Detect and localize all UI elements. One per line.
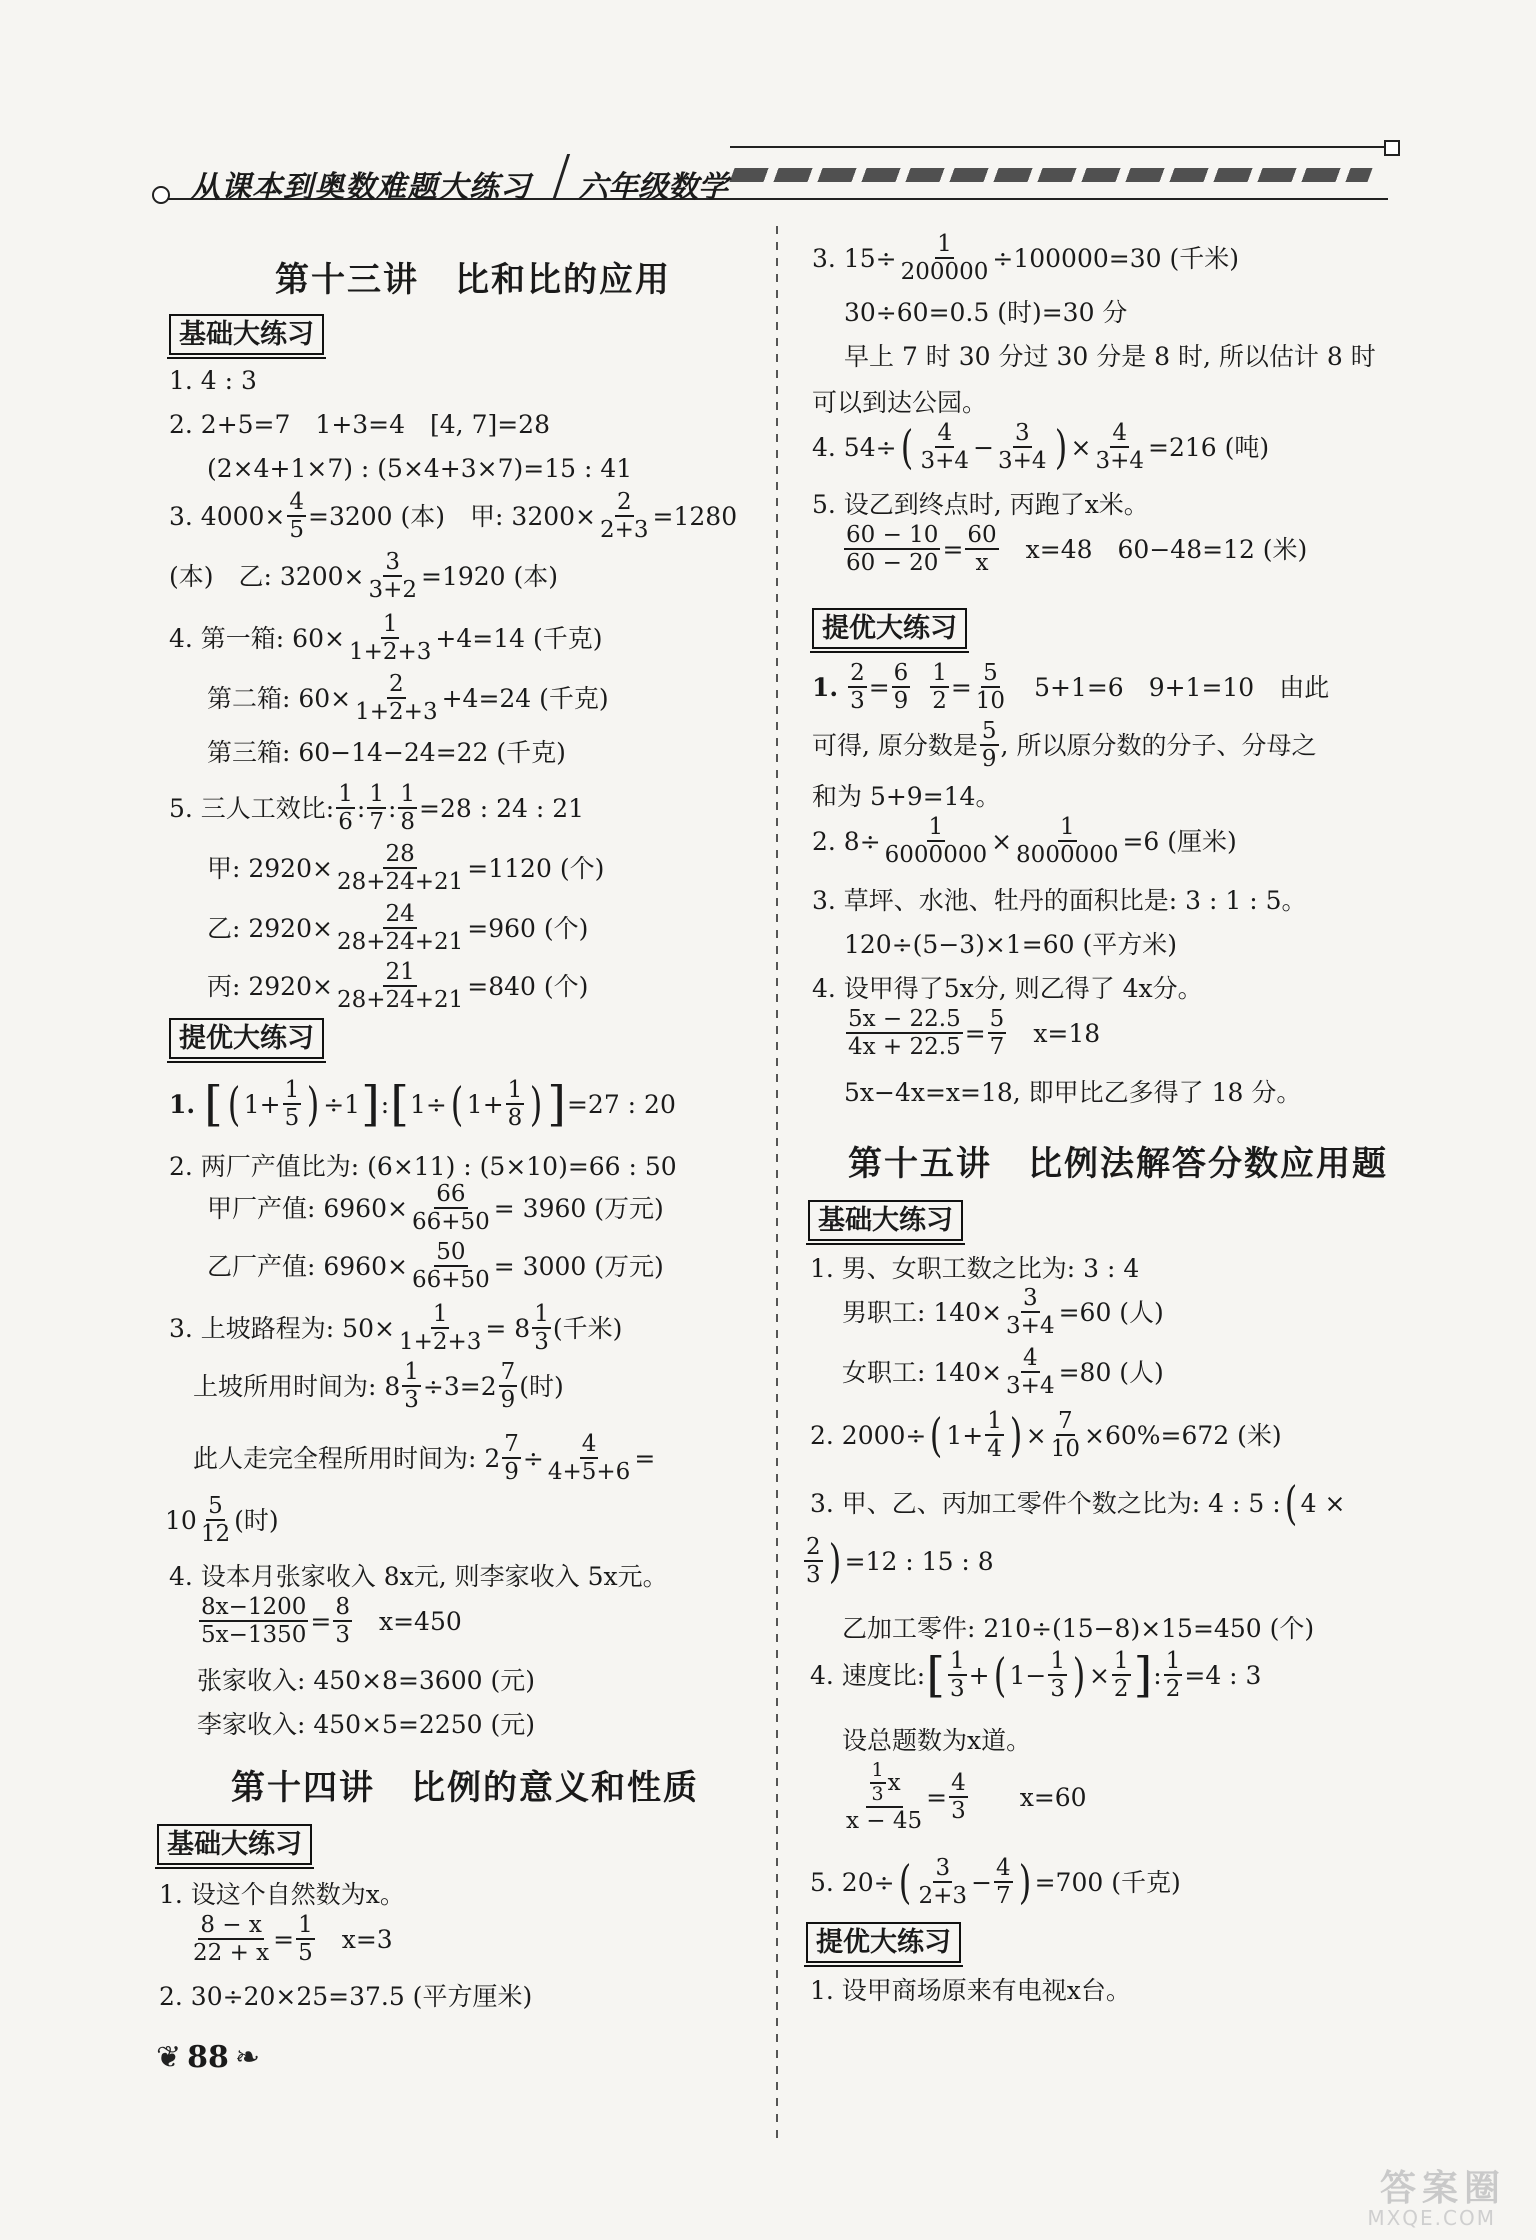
fraction: $\frac{24}{28+24+21}$ bbox=[336, 900, 464, 955]
l15-b4c: 1 3 x x − 45 = $\frac{4}{3}$ x=60 bbox=[846, 1758, 1087, 1834]
l15-a1: 1. 设甲商场原来有电视x台。 bbox=[810, 1976, 1131, 2005]
r-p4c: 5x−4x=x=18, 即甲比乙多得了 18 分。 bbox=[844, 1078, 1302, 1107]
bracket: ] bbox=[547, 1076, 566, 1132]
fraction: $\frac{1}{200000}$ bbox=[900, 230, 989, 285]
l13-a2c: 乙厂产值: 6960× $\frac{50}{66+50}$ = 3000 (万元) bbox=[207, 1238, 664, 1293]
fraction: $\frac{1}{8}$ bbox=[400, 780, 416, 835]
l15-b2: 2. 2000÷ ( 1+ $\frac{1}{4}$ ) × $\frac{7}{10}$ ×60%=672 (米) bbox=[810, 1407, 1282, 1462]
l13-a1: 1. [ ( 1 + $\frac{1}{5}$ ) ÷1 ] : [ 1÷ ( 1 + $\frac{1}{8}$ ) ] =27 : 20 bbox=[169, 1076, 676, 1132]
bracket: ) bbox=[529, 1077, 543, 1131]
r-p4b: $\frac{5x - 22.5}{4x + 22.5}$ = $\frac{5}{7}$ x=18 bbox=[848, 1005, 1101, 1060]
footer-ornament-right-icon: ❧ bbox=[234, 2040, 261, 2075]
r-p2: 2. 8÷ $\frac{1}{6000000}$ × $\frac{1}{8000000}$ =6 (厘米) bbox=[812, 813, 1237, 868]
header-square-ornament bbox=[1384, 140, 1400, 156]
fraction: $\frac{28}{28+24+21}$ bbox=[336, 840, 464, 895]
bracket: ( bbox=[900, 420, 913, 474]
advanced-practice-label: 提优大练习 bbox=[806, 1922, 961, 1963]
l13-b1: 1. 4 : 3 bbox=[169, 366, 257, 395]
basic-practice-label: 基础大练习 bbox=[808, 1200, 963, 1241]
fraction: $\frac{1}{8000000}$ bbox=[1016, 813, 1119, 868]
bracket: ( bbox=[450, 1077, 464, 1131]
fraction: $\frac{1}{2}$ bbox=[1165, 1647, 1181, 1702]
lecture-13-title: 第十三讲 比和比的应用 bbox=[275, 260, 671, 300]
bracket: ] bbox=[1133, 1647, 1153, 1703]
bracket: ( bbox=[227, 1077, 241, 1131]
fraction: $\frac{2}{1+2+3}$ bbox=[355, 670, 438, 725]
fraction: $\frac{7}{9}$ bbox=[504, 1430, 519, 1485]
advanced-practice-label: 提优大练习 bbox=[812, 608, 967, 649]
bracket: ( bbox=[993, 1648, 1006, 1702]
l13-a3a: 3. 上坡路程为: 50× $\frac{1}{1+2+3}$ = 8 1 3 (千米) bbox=[169, 1300, 623, 1355]
fraction: $\frac{1}{2}$ bbox=[1113, 1647, 1129, 1702]
fraction: 2 3 bbox=[806, 1533, 821, 1588]
fraction: $\frac{4}{7}$ bbox=[996, 1854, 1011, 1909]
l15-b1a: 1. 男、女职工数之比为: 3 : 4 bbox=[810, 1254, 1140, 1283]
l13-b5d: 丙: 2920× $\frac{21}{28+24+21}$ =840 (个) bbox=[207, 958, 589, 1013]
l13-b4a: 4. 第一箱: 60× $\frac{1}{1+2+3}$ +4=14 (千克) bbox=[169, 610, 603, 665]
fraction: $\frac{5}{10}$ bbox=[975, 659, 1006, 714]
fraction: 7 9 bbox=[500, 1358, 516, 1413]
l15-b3c: 乙加工零件: 210÷(15−8)×15=450 (个) bbox=[842, 1614, 1315, 1643]
l14-b1b: $\frac{8 - x}{22 + x}$ = $\frac{1}{5}$ x=3 bbox=[193, 1911, 393, 1966]
fraction: $\frac{3}{3+4}$ bbox=[998, 419, 1047, 474]
r-p1c: 和为 5+9=14。 bbox=[812, 782, 1001, 811]
l13-b4b: 第二箱: 60× $\frac{2}{1+2+3}$ +4=24 (千克) bbox=[207, 670, 609, 725]
fraction: $\frac{4}{3+4}$ bbox=[1095, 419, 1145, 474]
header-top-rule bbox=[730, 146, 1388, 148]
lecture-15-title: 第十五讲 比例法解答分数应用题 bbox=[848, 1144, 1388, 1184]
fraction: $\frac{3}{3+2}$ bbox=[368, 548, 417, 603]
r-3b: 30÷60=0.5 (时)=30 分 bbox=[844, 298, 1128, 327]
fraction: $\frac{50}{66+50}$ bbox=[411, 1238, 490, 1293]
fraction: 1 3 x x − 45 bbox=[846, 1758, 923, 1834]
l13-a3b: 上坡所用时间为: 8 $\frac{1}{3}$ ÷3=2 7 9 (时) bbox=[193, 1358, 564, 1413]
l15-b1c: 女职工: 140× $\frac{4}{3+4}$ =80 (人) bbox=[842, 1344, 1164, 1399]
bracket: ( bbox=[898, 1855, 911, 1909]
fraction: 1 3 bbox=[871, 1758, 884, 1805]
r-3d: 可以到达公园。 bbox=[812, 388, 988, 417]
r-5b: $\frac{60 - 10}{60 - 20}$ = $\frac{60}{x}$ x=48 60−48=12 (米) bbox=[846, 521, 1308, 576]
fraction: $\frac{6}{9}$ bbox=[893, 659, 909, 714]
r-p4a: 4. 设甲得了5x分, 则乙得了 4x分。 bbox=[812, 974, 1203, 1003]
watermark-logo: 答案圈 bbox=[1379, 2167, 1506, 2209]
page-footer bbox=[156, 2040, 260, 2075]
grade-subject: 六年级数学 bbox=[578, 170, 728, 205]
l15-b5: 5. 20÷ ( 3 2+3 − $\frac{4}{7}$ ) =700 (千克) bbox=[810, 1854, 1181, 1909]
bracket: [ bbox=[390, 1076, 409, 1132]
l13-b5c: 乙: 2920× $\frac{24}{28+24+21}$ =960 (个) bbox=[207, 900, 589, 955]
fraction: $\frac{8}{3}$ bbox=[335, 1593, 351, 1648]
l13-a3c: 此人走完全程所用时间为: 2 $\frac{7}{9}$ ÷ $\frac{4}{4+5+6}$ = bbox=[193, 1430, 656, 1485]
bracket: ) bbox=[306, 1077, 320, 1131]
bracket: ) bbox=[1009, 1408, 1023, 1462]
fraction: 3 2+3 bbox=[918, 1854, 968, 1909]
r-3a: 3. 15÷ $\frac{1}{200000}$ ÷100000=30 (千米) bbox=[812, 230, 1239, 285]
l14-b1: 1. 设这个自然数为x。 bbox=[159, 1880, 405, 1909]
lecture-14-title: 第十四讲 比例的意义和性质 bbox=[231, 1768, 699, 1808]
fraction: $\frac{2}{2+3}$ bbox=[599, 488, 649, 543]
l13-a2a: 2. 两厂产值比为: (6×11) : (5×10)=66 : 50 bbox=[169, 1152, 677, 1181]
fraction: $\frac{3}{3+4}$ bbox=[1006, 1284, 1055, 1339]
bracket: [ bbox=[204, 1076, 223, 1132]
fraction: 5 9 bbox=[981, 717, 997, 772]
fraction: $\frac{4}{3+4}$ bbox=[1006, 1344, 1055, 1399]
r-3c: 早上 7 时 30 分过 30 分是 8 时, 所以估计 8 时 bbox=[844, 342, 1376, 371]
l13-b4c: 第三箱: 60−14−24=22 (千克) bbox=[207, 738, 566, 767]
fraction: $\frac{21}{28+24+21}$ bbox=[336, 958, 464, 1013]
l15-b4a: 4. 速度比: [ 1 3 + ( 1− $\frac{1}{3}$ ) × $\frac{1}{2}$ ] : $\frac{1}{2}$ =4 : 3 bbox=[810, 1647, 1262, 1703]
bracket: ) bbox=[1072, 1648, 1086, 1702]
fraction: $\frac{1}{6000000}$ bbox=[884, 813, 988, 868]
fraction: $\frac{4}{4+5+6}$ bbox=[547, 1430, 631, 1485]
fraction: $\frac{1}{4}$ bbox=[987, 1407, 1002, 1462]
l13-b3a: 3. 4000× $\frac{4}{5}$ =3200 (本) 甲: 3200× $\frac{2}{2+3}$ =1280 bbox=[169, 488, 738, 543]
l13-a4b: $\frac{8x-1200}{5x-1350}$ = $\frac{8}{3}$ x=450 bbox=[201, 1593, 462, 1648]
l15-b3a: 3. 甲、乙、丙加工零件个数之比为: 4 : 5 : ( 4 × bbox=[810, 1476, 1346, 1530]
fraction: $\frac{66}{66+50}$ bbox=[411, 1180, 490, 1235]
page-number: 88 bbox=[187, 2040, 229, 2075]
basic-practice-label: 基础大练习 bbox=[157, 1824, 312, 1865]
fraction: $\frac{1}{3}$ bbox=[1050, 1647, 1066, 1702]
l13-b3b: (本) 乙: 3200× $\frac{3}{3+2}$ =1920 (本) bbox=[169, 548, 559, 603]
fraction: $\frac{7}{10}$ bbox=[1050, 1407, 1081, 1462]
header-dash-band bbox=[729, 168, 1372, 182]
bracket: ) bbox=[1018, 1855, 1031, 1909]
r-p3a: 3. 草坪、水池、牡丹的面积比是: 3 : 1 : 5。 bbox=[812, 886, 1307, 915]
bracket: [ bbox=[926, 1647, 945, 1703]
bracket: ( bbox=[1284, 1476, 1297, 1530]
l13-a4a: 4. 设本月张家收入 8x元, 则李家收入 5x元。 bbox=[169, 1562, 668, 1591]
fraction: $\frac{5x - 22.5}{4x + 22.5}$ bbox=[848, 1005, 961, 1060]
fraction: 1 7 bbox=[369, 780, 384, 835]
bracket: ) bbox=[1054, 420, 1067, 474]
fraction: $\frac{4}{5}$ bbox=[289, 488, 305, 543]
l13-b5b: 甲: 2920× $\frac{28}{28+24+21}$ =1120 (个) bbox=[207, 840, 605, 895]
column-divider bbox=[776, 226, 778, 2146]
fraction: 4 3+4 bbox=[920, 419, 970, 474]
r-4: 4. 54÷ ( 4 3+4 − $\frac{3}{3+4}$ ) × $\frac{4}{3+4}$ =216 (吨) bbox=[812, 419, 1270, 474]
l14-b2: 2. 30÷20×25=37.5 (平方厘米) bbox=[159, 1982, 533, 2011]
fraction: 1 6 bbox=[338, 780, 353, 835]
fraction: $\frac{60}{x}$ bbox=[967, 521, 997, 576]
fraction: $\frac{1}{8}$ bbox=[507, 1076, 523, 1131]
fraction: $\frac{8x-1200}{5x-1350}$ bbox=[201, 1593, 307, 1648]
l13-b5a: 5. 三人工效比: 1 6 : 1 7 : $\frac{1}{8}$ =28 : 24 : 21 bbox=[169, 780, 585, 835]
l15-b4b: 设总题数为x道。 bbox=[842, 1726, 1032, 1755]
watermark-url: MXQE.COM bbox=[1367, 2206, 1496, 2230]
bracket: ) bbox=[828, 1534, 841, 1588]
bracket: ] bbox=[361, 1076, 380, 1132]
l13-a2b: 甲厂产值: 6960× $\frac{66}{66+50}$ = 3960 (万元) bbox=[207, 1180, 664, 1235]
l15-b1b: 男职工: 140× $\frac{3}{3+4}$ =60 (人) bbox=[842, 1284, 1164, 1339]
footer-ornament-left-icon: ❦ bbox=[156, 2040, 182, 2075]
r-p1b: 可得, 原分数是 5 9 , 所以原分数的分子、分母之 bbox=[812, 717, 1317, 772]
fraction: $\frac{5}{7}$ bbox=[989, 1005, 1005, 1060]
fraction: $\frac{8 - x}{22 + x}$ bbox=[193, 1911, 270, 1966]
fraction: $\frac{1}{3}$ bbox=[404, 1358, 419, 1413]
l13-a4d: 李家收入: 450×5=2250 (元) bbox=[197, 1710, 535, 1739]
basic-practice-label: 基础大练习 bbox=[169, 314, 324, 355]
fraction: $\frac{2}{3}$ bbox=[850, 659, 865, 714]
l13-a3d: 10 5 12 (时) bbox=[165, 1492, 279, 1547]
fraction: $\frac{1}{1+2+3}$ bbox=[348, 610, 432, 665]
l15-b3b: 2 3 ) =12 : 15 : 8 bbox=[806, 1533, 994, 1588]
book-title: 从课本到奥数难题大练习 bbox=[190, 170, 531, 205]
r-p3b: 120÷(5−3)×1=60 (平方米) bbox=[844, 930, 1177, 959]
fraction: 5 12 bbox=[200, 1492, 231, 1547]
advanced-practice-label: 提优大练习 bbox=[169, 1018, 324, 1059]
l13-b2a: 2. 2+5=7 1+3=4 [4, 7]=28 bbox=[169, 410, 550, 439]
l13-b2b: (2×4+1×7) : (5×4+3×7)=15 : 41 bbox=[207, 454, 633, 483]
fraction: $\frac{1}{5}$ bbox=[298, 1911, 313, 1966]
fraction: $\frac{4}{3}$ bbox=[951, 1769, 966, 1824]
running-header bbox=[160, 140, 1400, 205]
r-p1: 1. $\frac{2}{3}$ = $\frac{6}{9}$ $\frac{1}{2}$ = $\frac{5}{10}$ 5+1=6 9+1=10 由此 bbox=[812, 659, 1330, 714]
fraction: $\frac{1}{2}$ bbox=[932, 659, 947, 714]
fraction: 1 3 bbox=[949, 1647, 965, 1702]
fraction: 1 3 bbox=[534, 1300, 549, 1355]
fraction: $\frac{1}{1+2+3}$ bbox=[398, 1300, 482, 1355]
r-5a: 5. 设乙到终点时, 丙跑了x米。 bbox=[812, 490, 1149, 519]
fraction: $\frac{1}{5}$ bbox=[284, 1076, 300, 1131]
fraction: $\frac{60 - 10}{60 - 20}$ bbox=[846, 521, 939, 576]
l13-a4c: 张家收入: 450×8=3600 (元) bbox=[197, 1666, 535, 1695]
header-circle-ornament bbox=[152, 186, 170, 204]
header-separator bbox=[553, 154, 570, 198]
bracket: ( bbox=[930, 1408, 943, 1462]
